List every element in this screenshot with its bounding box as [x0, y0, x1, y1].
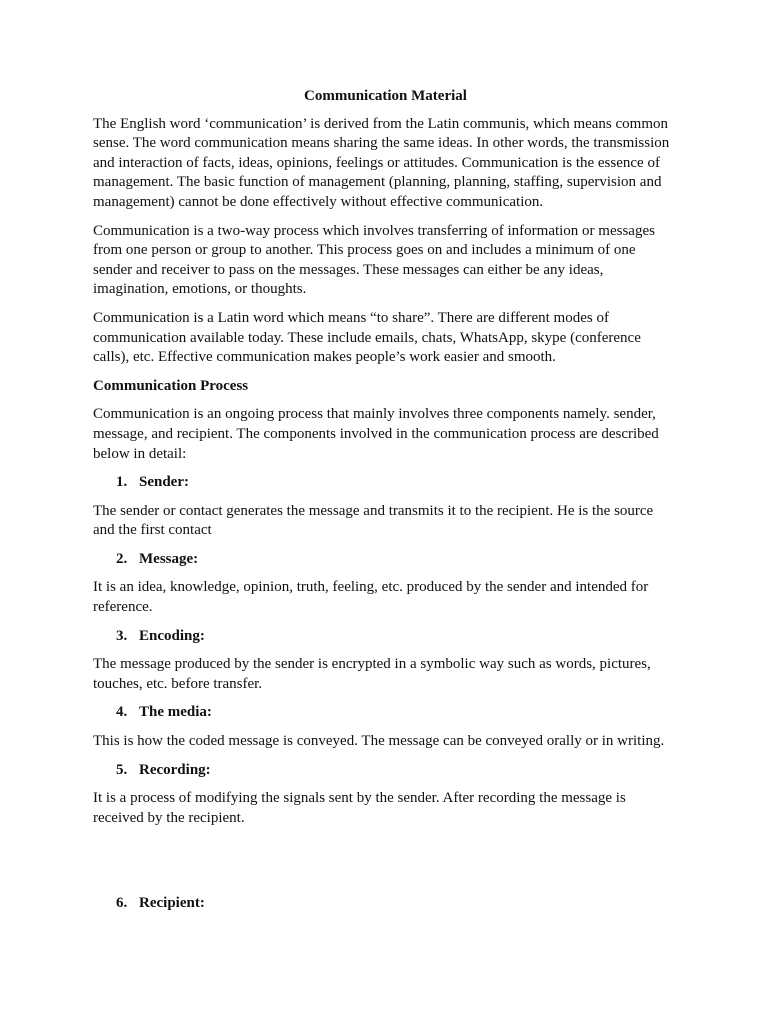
list-label: Sender: [139, 474, 189, 491]
list-item-heading-recipient [93, 894, 678, 914]
list-label: Recipient: [139, 895, 205, 912]
list-item-heading-encoding [93, 627, 678, 647]
section-heading: Communication Process [93, 377, 249, 394]
list-item-description-sender: The sender or contact generates the message and transmits it to the recipient. He is the source and the first contact [93, 502, 654, 539]
list-item-heading-recording [93, 761, 678, 781]
list-item-description-encoding: The message produced by the sender is encrypted in a symbolic way such as words, pictures, touches, etc. before transfer. [93, 656, 651, 692]
list-number: 2. [116, 550, 128, 567]
list-number: 6. [116, 895, 128, 912]
list-number: 5. [116, 761, 128, 778]
document-title: Communication Material [304, 88, 467, 104]
list-label: Recording: [139, 761, 211, 778]
section-intro: Communication is an ongoing process that mainly involves three components namely. sender, message, and recipient. The components involved in the communication process are described below in detail: [93, 406, 659, 462]
list-number: 3. [116, 627, 128, 644]
page-gap [93, 837, 678, 894]
list-item-description-media: This is how the coded message is conveyed. The message can be conveyed orally or in writing. [93, 733, 665, 750]
list-item-description-recording: It is a process of modifying the signals sent by the sender. After recording the message is received by the recipient. [93, 790, 626, 826]
list-label: Encoding: [139, 627, 205, 644]
list-item-heading-sender [93, 473, 678, 493]
list-item-heading-message [93, 550, 678, 570]
list-number: 1. [116, 474, 128, 491]
list-number: 4. [116, 704, 128, 721]
list-label: The media: [139, 704, 212, 721]
list-label: Message: [139, 550, 199, 567]
paragraph-3: Communication is a Latin word which means “to share”. There are different modes of communication available today. These include emails, chats, WhatsApp, skype (conference calls), etc. Effective communication makes people’s work easier and smooth. [93, 309, 641, 366]
list-item-description-message: It is an idea, knowledge, opinion, truth, feeling, etc. produced by the sender and intended for reference. [93, 579, 649, 616]
list-item-heading-media [93, 703, 678, 723]
document-page [93, 87, 678, 923]
paragraph-1: The English word ‘communication’ is derived from the Latin communis, which means common sense. The word communication means sharing the same ideas. In other words, the transmission and interaction of facts, ideas, opinions, feelings or attitudes. Communication is the essence of management. The basic function of management (planning, planning, staffing, supervision and management) cannot be done effectively without effective communication. [93, 115, 670, 210]
paragraph-2: Communication is a two-way process which involves transferring of information or messages from one person or group to another. This process goes on and includes a minimum of one sender and receiver to pass on the messages. These messages can either be any ideas, imagination, emotions, or thoughts. [93, 222, 655, 298]
